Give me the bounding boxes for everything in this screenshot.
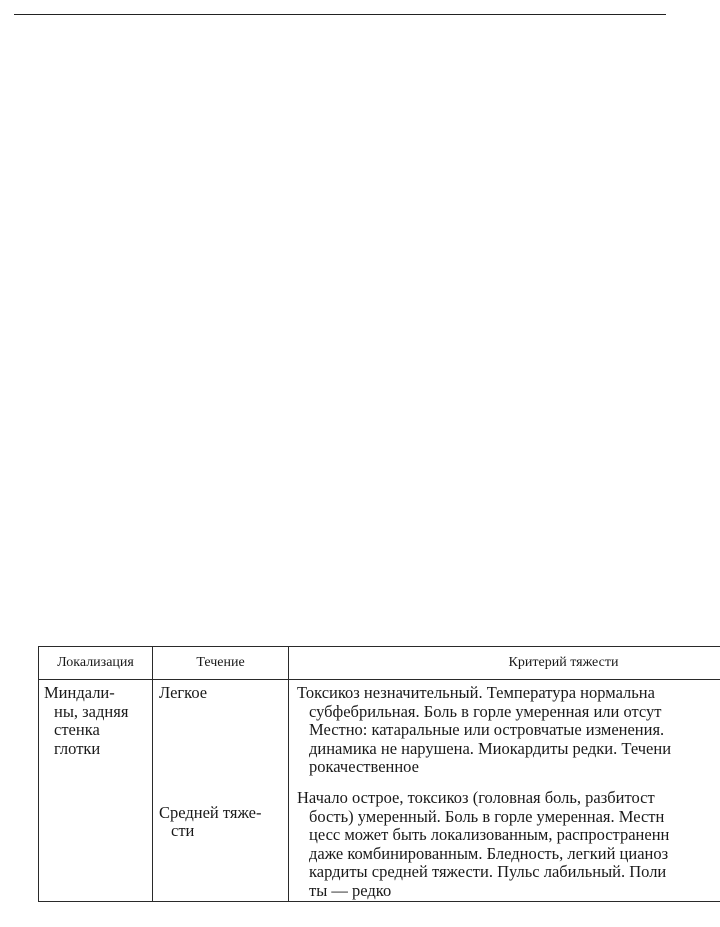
severity-table-region xyxy=(38,646,720,922)
localization-cell xyxy=(39,680,153,902)
header-criteria: Критерий тяжести xyxy=(289,647,720,680)
criteria-moderate: Начало острое, токсикоз (головная боль, разбитост бость) умеренный. Боль в горле умеренная. Местн цесс может быть локализованным, распространенн даже комбинированным. Бледность, легкий цианоз кардиты средней тяжести. Пульс лабильный. Поли ты — редко xyxy=(297,787,670,900)
course-cell xyxy=(153,680,289,902)
course-moderate: Средней тяже- сти xyxy=(159,802,262,841)
header-localization: Локализация xyxy=(39,647,153,680)
severity-table xyxy=(38,646,720,902)
course-mild: Легкое xyxy=(159,683,208,702)
header-course: Течение xyxy=(153,647,289,680)
criteria-cell xyxy=(289,680,720,902)
top-rule xyxy=(14,14,666,15)
criteria-mild: Токсикоз незначительный. Температура нормальна субфебрильная. Боль в горле умеренная или отсут Местно: катаральные или островчатые изменения. динамика не нарушена. Миокардиты редки. Течени рокачественное xyxy=(297,683,672,777)
localization-text: Миндали- ны, задняя стенка глотки xyxy=(44,683,129,758)
table-header-row xyxy=(39,647,720,680)
table-row xyxy=(39,680,720,902)
